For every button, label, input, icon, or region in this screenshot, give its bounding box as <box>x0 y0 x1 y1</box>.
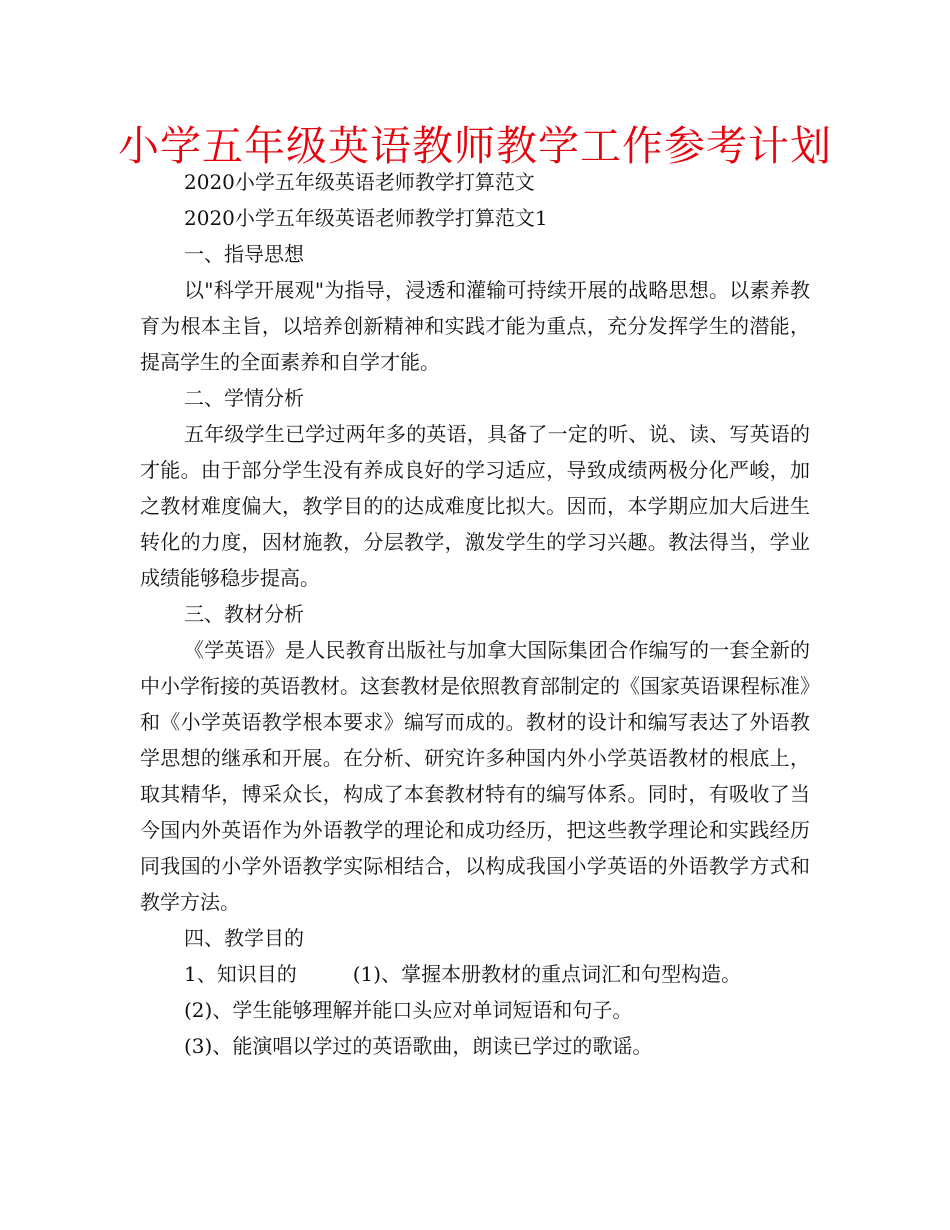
subtitle-2: 2020小学五年级英语老师教学打算范文1 <box>184 206 548 230</box>
item-1-label: 1、知识目的 <box>184 962 297 986</box>
section-2-heading: 二、学情分析 <box>184 386 304 410</box>
section-4-item-2: (2)、学生能够理解并能口头应对单词短语和句子。 <box>184 998 633 1022</box>
document-title: 小学五年级英语教师教学工作参考计划 <box>118 122 832 170</box>
section-4-heading: 四、教学目的 <box>184 926 304 950</box>
section-2-body: 五年级学生已学过两年多的英语，具备了一定的听、说、读、写英语的才能。由于部分学生没有养成良好的学习适应，导致成绩两极分化严峻，加之教材难度偏大，教学目的的达成难度比拟大。因而，本学期应加大后进生转化的力度，因材施教，分层教学，激发学生的学习兴趣。教法得当，学业成绩能够稳步提高。 <box>140 422 810 590</box>
item-1-text: (1)、掌握本册教材的重点词汇和句型构造。 <box>352 962 742 986</box>
section-3-body: 《学英语》是人民教育出版社与加拿大国际集团合作编写的一套全新的中小学衔接的英语教材。这套教材是依照教育部制定的《国家英语课程标准》和《小学英语教学根本要求》编写而成的。教材的设计和编写表达了外语教学思想的继承和开展。在分析、研究许多种国内外小学英语教材的根底上，取其精华，博采众长，构成了本套教材特有的编写体系。同时，有吸收了当今国内外英语作为外语教学的理论和成功经历，把这些教学理论和实践经历同我国的小学外语教学实际相结合，以构成我国小学英语的外语教学方式和教学方法。 <box>140 638 810 914</box>
document-body <box>140 164 810 1064</box>
section-4-item-3: (3)、能演唱以学过的英语歌曲，朗读已学过的歌谣。 <box>184 1034 653 1058</box>
section-4-item-1 <box>140 956 810 992</box>
section-1-heading: 一、指导思想 <box>184 242 304 266</box>
section-3-heading: 三、教材分析 <box>184 602 304 626</box>
subtitle-1: 2020小学五年级英语老师教学打算范文 <box>184 170 535 194</box>
section-1-body: 以"科学开展观"为指导，浸透和灌输可持续开展的战略思想。以素养教育为根本主旨，以培养创新精神和实践才能为重点，充分发挥学生的潜能，提高学生的全面素养和自学才能。 <box>140 278 810 374</box>
